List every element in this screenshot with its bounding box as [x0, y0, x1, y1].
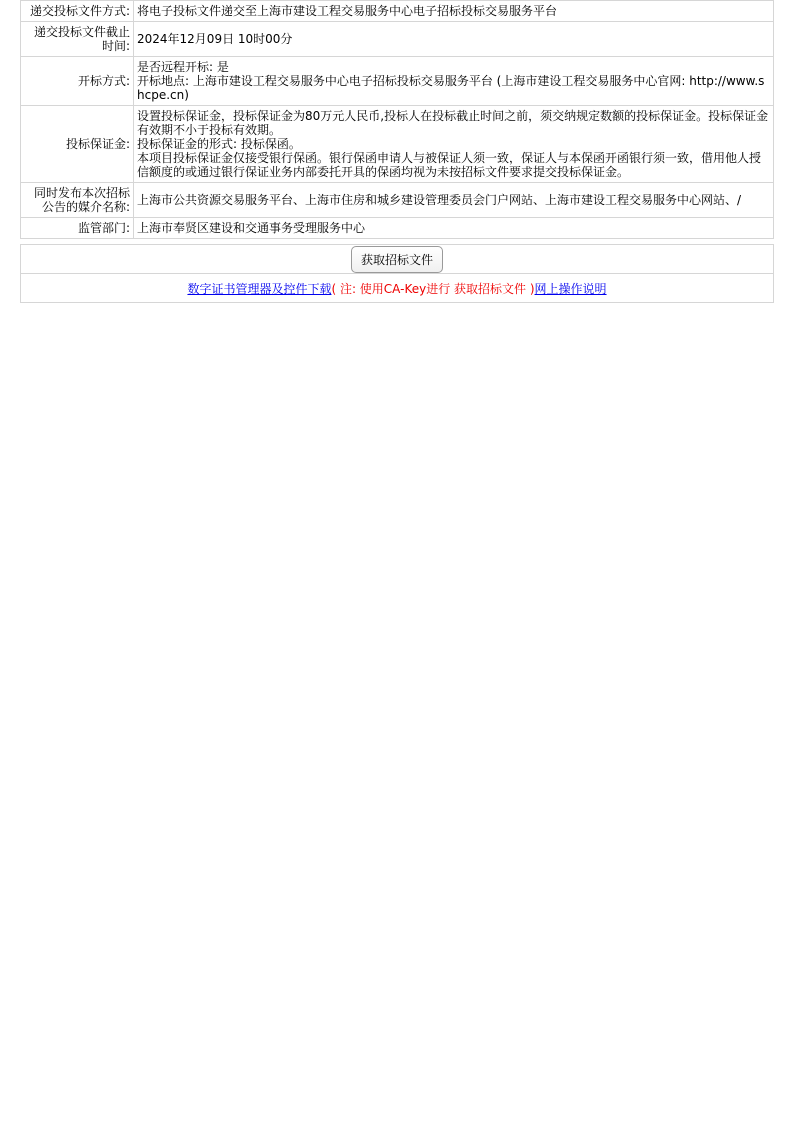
label-submission-deadline: 递交投标文件截止时间: — [21, 22, 134, 57]
value-bid-bond — [134, 106, 774, 183]
online-operation-guide-link[interactable]: 网上操作说明 — [534, 281, 607, 296]
value-line: 设置投标保证金，投标保证金为80万元人民币,投标人在投标截止时间之前，须交纳规定数额的投标保证金。投标保证金有效期不小于投标有效期。 — [137, 109, 769, 137]
value-line: 2024年12月09日 10时00分 — [137, 32, 293, 46]
links-cell — [21, 274, 774, 303]
value-line: 将电子投标文件递交至上海市建设工程交易服务中心电子招标投标交易服务平台 — [137, 4, 558, 18]
value-submission-method — [134, 1, 774, 22]
label-bid-opening: 开标方式: — [21, 57, 134, 106]
value-line: 上海市公共资源交易服务平台、上海市住房和城乡建设管理委员会门户网站、上海市建设工程交易服务中心网站、/ — [137, 193, 742, 207]
label-submission-method: 递交投标文件方式: — [21, 1, 134, 22]
row-bid-bond — [21, 106, 774, 183]
actions-row-links — [21, 274, 774, 303]
value-line: 投标保证金的形式: 投标保函。 — [137, 137, 301, 151]
label-supervisor: 监管部门: — [21, 218, 134, 239]
row-supervisor — [21, 218, 774, 239]
label-bid-bond: 投标保证金: — [21, 106, 134, 183]
value-line: 上海市奉贤区建设和交通事务受理服务中心 — [137, 221, 366, 235]
value-media — [134, 183, 774, 218]
actions-table — [20, 244, 774, 303]
row-media — [21, 183, 774, 218]
row-submission-deadline — [21, 22, 774, 57]
actions-row-button — [21, 245, 774, 274]
value-line: 是否远程开标: 是 — [137, 60, 229, 74]
value-supervisor — [134, 218, 774, 239]
get-tender-documents-button[interactable]: 获取招标文件 — [351, 246, 443, 273]
value-bid-opening — [134, 57, 774, 106]
tender-info-table — [20, 0, 774, 239]
ca-key-note: ( 注: 使用CA-Key进行 获取招标文件 ) — [331, 281, 535, 296]
value-submission-deadline — [134, 22, 774, 57]
certificate-manager-download-link[interactable]: 数字证书管理器及控件下载 — [187, 281, 332, 296]
row-bid-opening — [21, 57, 774, 106]
value-line: 本项目投标保证金仅接受银行保函。银行保函申请人与被保证人须一致，保证人与本保函开函银行须一致，借用他人授信额度的或通过银行保证业务内部委托开具的保函均视为未按招标文件要求提交投标保证金。 — [137, 151, 762, 179]
value-line: 开标地点: 上海市建设工程交易服务中心电子招标投标交易服务平台 (上海市建设工程交易服务中心官网: http://www.shcpe.cn) — [137, 74, 765, 102]
tender-info-panel — [20, 0, 774, 303]
row-submission-method — [21, 1, 774, 22]
label-media: 同时发布本次招标公告的媒介名称: — [21, 183, 134, 218]
get-button-cell — [21, 245, 774, 274]
